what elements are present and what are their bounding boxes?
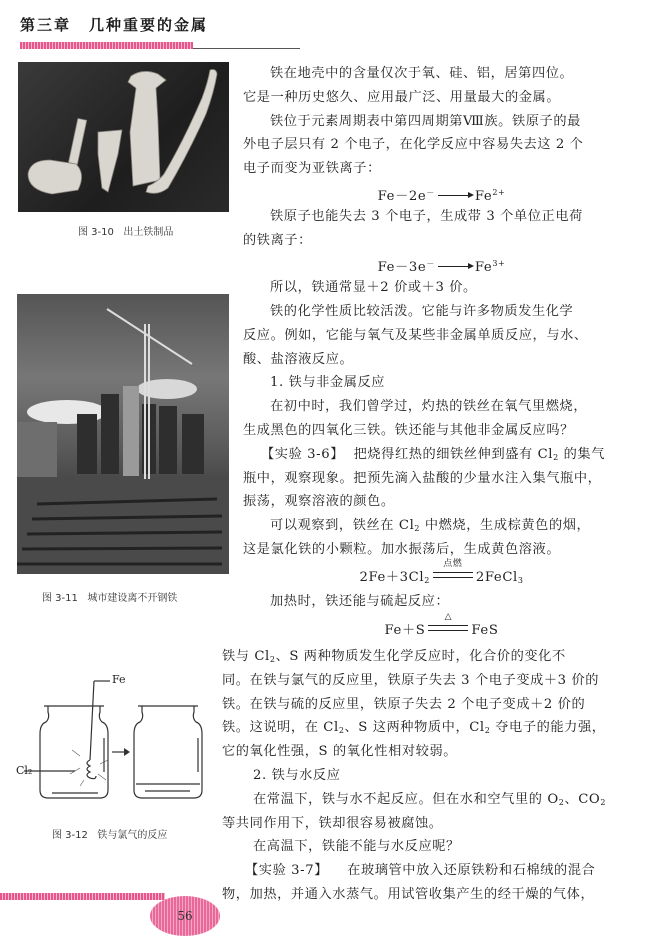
paragraph-line: 生成黑色的四氧化三铁。铁还能与其他非金属反应吗？ <box>243 422 574 438</box>
caption-number: 图 3-12 <box>52 830 88 841</box>
paragraph-line: 在高温下，铁能不能与水反应呢？ <box>253 839 460 855</box>
paragraph-line: 这是氯化铁的小颗粒。加水振荡后，生成黄色溶液。 <box>243 541 561 557</box>
eq-sup: 3+ <box>492 259 506 269</box>
header-decorative-stripe <box>20 42 193 49</box>
body-text-lower <box>210 645 640 907</box>
paragraph-line: 铁位于元素周期表中第四周期第Ⅷ族。铁原子的最 <box>270 113 581 129</box>
text: 夺电子的能力强， <box>490 720 606 736</box>
paragraph-line: 它是一种历史悠久、应用最广泛、用量最大的金属。 <box>243 89 561 105</box>
eq-left: Fe＋S <box>384 623 426 639</box>
eq-sup: 2+ <box>492 187 506 197</box>
equation-fe2 <box>243 181 640 205</box>
subscript: 2 <box>600 797 607 807</box>
paragraph-line: 铁在地壳中的含量仅次于氧、硅、铝，居第四位。 <box>270 66 574 81</box>
experiment-3-6 <box>243 443 640 467</box>
text: 、S 这两种物质中，Cl <box>344 720 485 736</box>
equation-fecl3 <box>243 558 640 590</box>
paragraph-line <box>210 716 640 740</box>
figure-3-11-image <box>17 294 229 574</box>
equals-condition <box>433 558 473 578</box>
subscript: 2 <box>414 524 421 534</box>
figure-3-10-image <box>18 62 229 212</box>
paragraph-line: 外电子层只有 2 个电子，在化学反应中容易失去这 2 个 <box>243 137 584 153</box>
subscript: 3 <box>517 575 524 585</box>
text: 铁与 Cl <box>222 649 270 664</box>
eq-sup: － <box>426 187 435 197</box>
paragraph-line: 振荡，观察溶液的颜色。 <box>243 494 395 510</box>
iron-artifacts-illustration <box>18 62 229 212</box>
equation-fe3 <box>243 252 640 276</box>
paragraph-line: 等共同作用下，铁却很容易被腐蚀。 <box>222 815 443 831</box>
text: 、CO <box>564 791 601 807</box>
paragraph-line: 铁的化学性质比较活泼。它能与许多物质发生化学 <box>270 303 574 319</box>
figure-3-11-caption <box>42 589 177 604</box>
subscript: 2 <box>553 452 559 462</box>
subscript: 2 <box>424 575 430 585</box>
paragraph-line <box>243 514 640 538</box>
chapter-number: 第三章 <box>20 16 72 34</box>
paragraph-line: 铁。在铁与硫的反应里，铁原子失去 2 个电子变成＋2 价的 <box>222 696 586 712</box>
paragraph-line: 瓶中，观察现象。把预先滴入盐酸的少量水注入集气瓶中， <box>243 470 602 486</box>
subscript: 2 <box>269 655 276 664</box>
arrow-icon <box>438 195 472 196</box>
equation-fes <box>243 613 640 643</box>
caption-text: 城市建设离不开钢铁 <box>87 593 178 604</box>
paragraph-line: 所以，铁通常显＋2 价或＋3 价。 <box>270 280 477 296</box>
label-cl2: Cl₂ <box>16 764 33 777</box>
subscript: 2 <box>338 726 345 736</box>
header-divider <box>193 48 300 49</box>
figure-3-12-diagram <box>10 673 230 806</box>
iron-chlorine-reaction-diagram <box>10 676 230 806</box>
paragraph-line: 酸、盐溶液反应。 <box>243 351 354 367</box>
chapter-header <box>20 14 208 35</box>
exp-text: 在玻璃管中放入还原铁粉和石棉绒的混合 <box>347 863 596 879</box>
section-heading-2: 2. 铁与水反应 <box>253 767 341 783</box>
eq-right: Fe <box>474 260 493 276</box>
exp-text: 把烧得红热的细铁丝伸到盛有 Cl <box>353 446 554 462</box>
paragraph-line: 的铁离子： <box>243 232 312 248</box>
page-number-badge <box>150 896 220 936</box>
experiment-tag: 【实验 3-7】 <box>245 863 328 879</box>
footer-decorative-stripe <box>0 893 165 900</box>
figure-3-10-caption <box>78 223 173 238</box>
caption-text: 铁与氯气的反应 <box>97 830 168 841</box>
text: 在常温下，铁与水不起反应。但在水和空气里的 O <box>253 791 559 807</box>
text: 、S 两种物质发生化学反应时，化合价的变化不 <box>275 649 566 664</box>
caption-number: 图 3-11 <box>42 593 78 604</box>
reaction-condition: 点燃 <box>443 558 463 569</box>
paragraph-line <box>210 645 640 669</box>
body-text-column <box>243 62 640 643</box>
arrow-icon <box>438 266 472 267</box>
eq-right: 2FeCl <box>475 569 518 585</box>
page-number: 56 <box>177 909 193 923</box>
chapter-title: 几种重要的金属 <box>89 16 209 34</box>
paragraph-line: 它的氧化性强，S 的氧化性相对较弱。 <box>222 744 458 760</box>
paragraph-line: 加热时，铁还能与硫起反应： <box>270 593 450 609</box>
eq-sup: － <box>426 259 435 269</box>
equals-condition <box>428 612 468 631</box>
eq-left: Fe－2e <box>377 188 427 204</box>
subscript: 2 <box>558 797 565 807</box>
paragraph-line: 电子而变为亚铁离子： <box>243 161 381 177</box>
section-heading-1: 1. 铁与非金属反应 <box>270 375 386 391</box>
experiment-3-7 <box>210 859 640 883</box>
caption-text: 出土铁制品 <box>123 227 174 238</box>
paragraph-line: 同。在铁与氯气的反应里，铁原子失去 3 个电子变成＋3 价的 <box>222 672 600 688</box>
exp-text: 的集气 <box>558 446 605 462</box>
subscript: 2 <box>484 726 491 736</box>
city-construction-illustration <box>17 294 229 574</box>
caption-number: 图 3-10 <box>78 227 114 238</box>
label-fe: Fe <box>112 673 126 686</box>
paragraph-line: 在初中时，我们曾学过，灼热的铁丝在氧气里燃烧， <box>270 399 588 415</box>
heat-triangle-icon: △ <box>444 612 453 623</box>
eq-right: FeS <box>471 623 499 639</box>
text: 中燃烧，生成棕黄色的烟， <box>420 518 591 534</box>
paragraph-line: 铁原子也能失去 3 个电子，生成带 3 个单位正电荷 <box>270 208 583 224</box>
figure-3-12-caption <box>52 826 167 841</box>
eq-left: Fe－3e <box>377 260 427 276</box>
eq-right: Fe <box>474 188 493 204</box>
eq-left: 2Fe＋3Cl <box>359 569 425 585</box>
text: 可以观察到，铁丝在 Cl <box>270 518 415 534</box>
paragraph-line <box>210 788 640 812</box>
paragraph-line: 反应。例如，它能与氧气及某些非金属单质反应，与水、 <box>243 327 588 343</box>
experiment-tag: 【实验 3-6】 <box>261 446 344 462</box>
paragraph-line: 物，加热，并通入水蒸气。用试管收集产生的经干燥的气体， <box>222 886 595 902</box>
text: 铁。这说明，在 Cl <box>222 720 339 736</box>
